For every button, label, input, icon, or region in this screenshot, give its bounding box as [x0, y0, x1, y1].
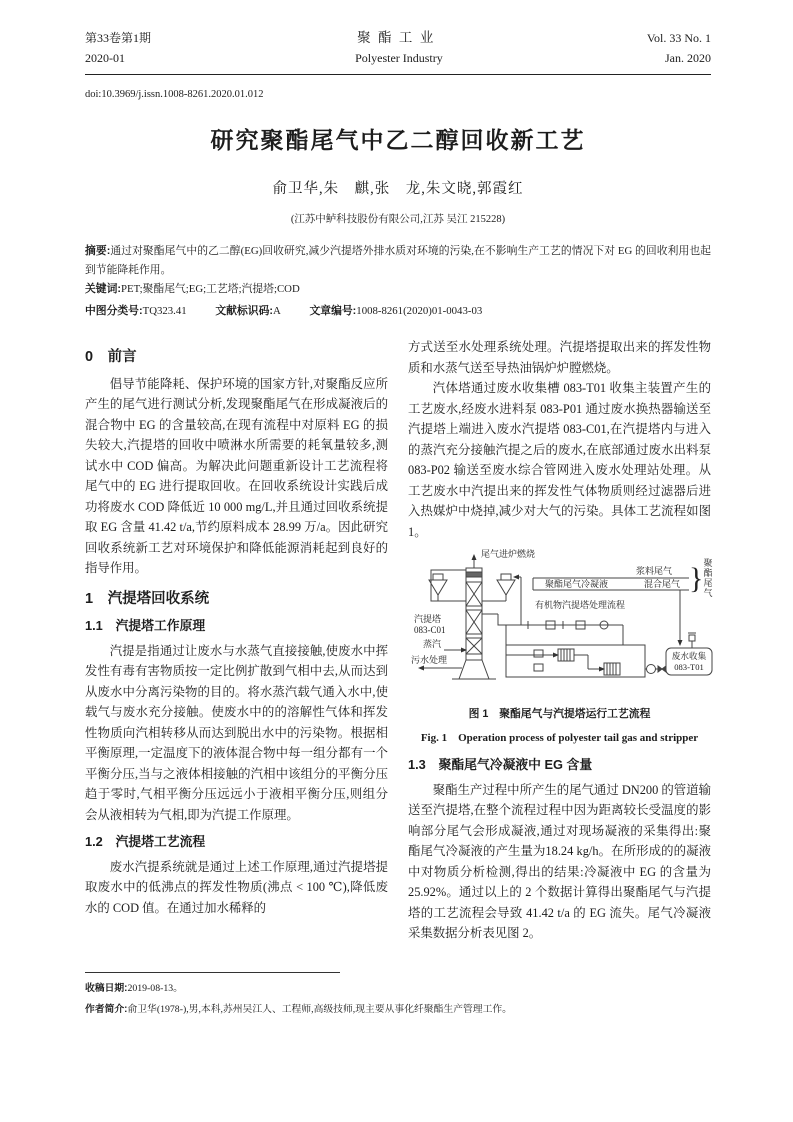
paragraph: 方式送至水处理系统处理。汽提塔提取出来的挥发性物质和水蒸气送至导热油锅炉炉膛燃烧。: [408, 340, 711, 375]
journal-name-cn: 聚酯工业: [357, 30, 441, 45]
clc-value: TQ323.41: [142, 305, 187, 317]
abstract-paragraph: [85, 242, 711, 280]
figure-label-gas-burn: 尾气进炉燃烧: [481, 549, 536, 559]
article-id-label: 文章编号:: [309, 305, 357, 317]
received-date-line: [85, 981, 711, 997]
header-volume-block: [647, 28, 711, 68]
section-1-1-heading: 1.1 汽提塔工作原理: [85, 618, 206, 633]
article-title: 研究聚酯尾气中乙二醇回收新工艺: [210, 127, 586, 153]
journal-name-en: Polyester Industry: [355, 51, 443, 65]
stripper-tag: 083-C01: [414, 624, 446, 635]
paragraph: 聚酯生产过程中所产生的尾气通过 DN200 的管道输送至汽提塔,在整个流程过程中因为距离较长受温度的影响部分尾气会形成凝液,通过对现场凝液的采集得出:聚酯尾气冷凝液的产生量为18.24 kg/h。在所形成的的凝液中对物质分析检测,得出的结果:冷凝液中 EG 的含量为 25.92%。通过以上的 2 个数据计算得出聚酯尾气与汽提塔的工艺流程会导致 41.42 t/a 的 EG 流失。尾气冷凝液采集数据分析表见图 2。: [408, 782, 711, 940]
header-issue-block: [85, 28, 151, 68]
bio-value: 俞卫华(1978-),男,本科,苏州吴江人、工程师,高级技师,现主要从事化纤聚酯生产管理工作。: [127, 1004, 512, 1015]
date-line: 2020-01: [85, 51, 125, 65]
right-column: [408, 337, 711, 944]
article-id-value: 1008-8261(2020)01-0043-03: [356, 305, 483, 317]
figure-caption-cn: 图 1 聚酯尾气与汽提塔运行工艺流程: [468, 708, 651, 720]
keywords-text: PET;聚酯尾气;EG;工艺塔;汽提塔;COD: [121, 283, 300, 295]
section-1-heading: 1 汽提塔回收系统: [85, 590, 210, 607]
doc-code-value: A: [272, 305, 281, 317]
two-column-body: [85, 337, 711, 944]
figure-label-mixed-gas: 混合尾气: [644, 579, 681, 589]
keywords-label: 关键词:: [85, 283, 121, 295]
volume-line: Vol. 33 No. 1: [646, 31, 711, 45]
figure-label-stripper: [414, 614, 446, 635]
abstract-label: 摘要:: [85, 245, 111, 257]
figure-brace: }: [689, 562, 704, 595]
figure-label-sewage: 污水处理: [411, 655, 448, 665]
author-bio-line: [85, 1002, 711, 1018]
figure-label-polyester-gas: 聚酯尾气: [702, 558, 713, 598]
figure-label-slurry-gas: 浆料尾气: [636, 566, 673, 576]
figure-label-condensate: 聚酯尾气冷凝液: [545, 579, 609, 589]
abstract-text: 通过对聚酯尾气中的乙二醇(EG)回收研究,减少汽提塔外排水质对环境的污染,在不影响生产工艺的情况下对 EG 的回收利用也起到节能降耗作用。: [85, 245, 711, 276]
month-line: Jan. 2020: [664, 51, 711, 65]
tank-tag: 083-T01: [674, 661, 704, 672]
paragraph: 倡导节能降耗、保护环境的国家方针,对聚酯反应所产生的尾气进行测试分析,发现聚酯尾气在形成凝液后的混合物中 EG 的含量较高,在现有流程中对原料 EG 的损失较大,汽提塔的回收中喷淋水所需要的耗氧量较多,测试水中 COD 偏高。为解决此问题重新设计工艺流程将尾气中的 EG 进行提取回收。在回收系统设计实践后成功将废水 COD 降低近 10 000 mg/L,并且通过回收系统提取 EG 含量 41.42 t/a,节约原料成本 28.99 万/a。因此研究回收系统新工艺对环境保护和降低能源消耗起到良好的指导作用。: [85, 376, 388, 575]
header-divider: [85, 74, 711, 75]
figure-1: [408, 548, 716, 700]
journal-header: [85, 28, 711, 68]
author-list: 俞卫华,朱 麒,张 龙,朱文晓,郭霞红: [272, 181, 524, 197]
paragraph: 汽体塔通过废水收集槽 083-T01 收集主装置产生的工艺废水,经废水进料泵 083-P01 通过废水换热器输送至汽提塔上端进入废水汽提塔 083-C01,在汽提塔内与进入的蒸汽充分接触汽提之后的废水,在底部通过废水出料泵 083-P02 输送至废水综合管网进入废水处理站处理。从工艺废水中汽提出来的挥发性气体物质则经过滤器后进入热媒炉中烧掉,减少对大气的污染。具体工艺流程如图 1。: [408, 381, 711, 539]
affiliation: (江苏中鲈科技股份有限公司,江苏 吴江 215228): [290, 214, 506, 225]
footnote-block: [85, 972, 711, 1018]
header-journal-name-block: [355, 28, 443, 68]
page-content: [85, 28, 711, 944]
abstract-block: [85, 242, 711, 321]
footnote-divider: [85, 972, 340, 973]
doi-line: doi:10.3969/j.issn.1008-8261.2020.01.012: [85, 89, 264, 100]
issue-line: 第33卷第1期: [85, 31, 152, 45]
classification-line: [85, 302, 711, 321]
stripper-name: 汽提塔: [414, 614, 442, 624]
section-1-3-heading: 1.3 聚酯尾气冷凝液中 EG 含量: [408, 757, 593, 772]
left-column: [85, 337, 388, 944]
figure-label-steam: 蒸汽: [423, 639, 442, 649]
keywords-line: [85, 280, 711, 299]
figure-caption-en: Fig. 1 Operation process of polyester tail gas and stripper: [420, 731, 699, 744]
section-1-2-heading: 1.2 汽提塔工艺流程: [85, 834, 206, 849]
clc-label: 中图分类号:: [85, 305, 143, 317]
tank-name: 废水收集: [671, 651, 707, 661]
received-label: 收稿日期:: [85, 983, 128, 994]
section-0-heading: 0 前言: [85, 349, 137, 365]
paragraph: 汽提是指通过让废水与水蒸气直接接触,使废水中挥发性有毒有害物质按一定比例扩散到气相中去,从而达到从废水中分离污染物的目的。将水蒸汽载气通入水中,使载气与废水充分接触。使废水中的的溶解性气体和挥发性物质向汽相转移从而达到脱出水中的污染物。根据相平衡原理,一定温度下的液体混合物中每一组分都有一个平衡分压,当与之液体相接触的汽相中该组分的平衡分压趋于零时,气相平衡分压远远小于液相平衡分压,则组分会从液相转为气相,即为汽提工作原理。: [85, 643, 388, 822]
figure-label-organic-process: 有机物汽提塔处理流程: [535, 600, 626, 610]
doc-code-label: 文献标识码:: [215, 305, 273, 317]
received-value: 2019-08-13。: [127, 983, 183, 994]
figure-label-tank: [666, 651, 712, 672]
paragraph: 废水汽提系统就是通过上述工作原理,通过汽提塔提取废水中的低沸点的挥发性物质(沸点 < 100 ℃),降低废水的 COD 值。在通过加水稀释的: [85, 859, 388, 915]
bio-label: 作者简介:: [85, 1004, 128, 1015]
